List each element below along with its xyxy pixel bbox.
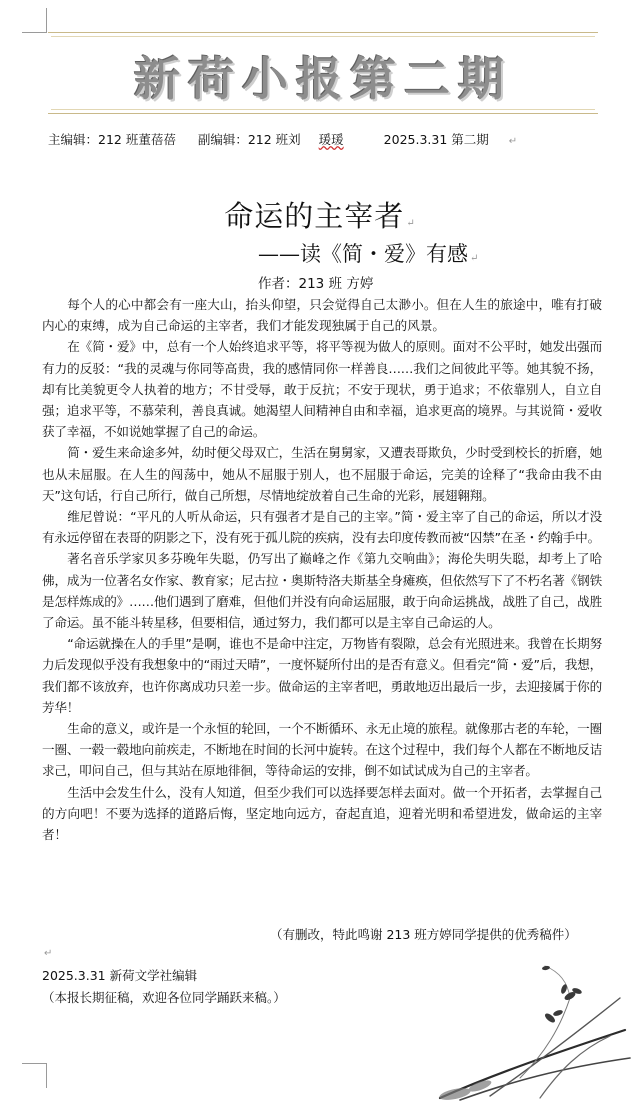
article-author: 作者：213 班 方婷 — [258, 276, 374, 292]
orchid-icon — [420, 958, 635, 1103]
article-subtitle: ——读《简・爱》有感 ↵ — [258, 242, 479, 266]
paragraph: “命运就操在人的手里”是啊，谁也不是命中注定，万物皆有裂隙，总会有光照进来。我曾在长期努力后发现似乎没有我想象中的“雨过天晴”，一度怀疑所付出的是否有意义。但看完“简・爱”后，我想，我们都不该放弃，也许你离成功只差一步。做命运的主宰者吧，勇敢地迈出最后一步，去迎接属于你的芳华！ — [42, 636, 602, 715]
editor-line — [48, 130, 535, 148]
paragraph: 生命的意义，或许是一个永恒的轮回，一个不断循环、永无止境的旅程。就像那古老的车轮，一圈一圈、一毂一毂地向前疾走，不断地在时间的长河中旋转。在这个过程中，我们每个人都在不断地反诘求己，叩问自己，但与其站在原地徘徊，等待命运的安排，倒不如试试成为自己的主宰者。 — [42, 721, 602, 779]
paragraph: 著名音乐学家贝多芬晚年失聪，仍写出了巅峰之作《第九交响曲》；海伦失明失聪，却考上了哈佛，成为一位著名女作家、教育家；尼古拉・奥斯特洛夫斯基全身瘫痪，但依然写下了不朽名著《钢铁是怎样炼成的》……他们遇到了磨难，但他们并没有向命运屈服，敢于向命运挑战，战胜了自己，战胜了命运。虽不能斗转星移，但要相信，通过努力，我们都可以是主宰自己命运的人。 — [42, 551, 602, 631]
deputy-editor-name: 瑗瑗 — [318, 132, 344, 147]
article-body — [42, 294, 602, 845]
article-credit: （有删改，特此鸣谢 213 班方婷同学提供的优秀稿件） — [270, 927, 577, 942]
article-title: 命运的主宰者 ↵ — [224, 199, 416, 233]
editorial-signature: 2025.3.31 新荷文学社编辑 — [42, 968, 198, 983]
paragraph: 简・爱生来命途多舛，幼时便父母双亡，生活在舅舅家，又遭表哥欺负，少时受到校长的折磨，她也从未屈服。在人生的闯荡中，她从不屈服于别人，也不屈服于命运，完美的诠释了“我命由我不由天”这句话，行自己所行，做自己所想，尽情地绽放着自己生命的光彩，展翅翱翔。 — [42, 445, 602, 503]
submission-note: （本报长期征稿，欢迎各位同学踊跃来稿。） — [42, 990, 286, 1005]
deputy-editor — [198, 132, 362, 147]
paragraph-mark: ↵ — [508, 136, 518, 147]
paragraph-mark: ↵ — [406, 218, 416, 229]
paragraph: 维尼曾说：“平凡的人听从命运，只有强者才是自己的主宰。”简・爱主宰了自己的命运，所以才没有永远停留在表哥的阴影之下，没有死于孤儿院的疾病，没有去印度传教而被“囚禁”在圣・约翰手中。 — [42, 509, 602, 546]
crop-mark-bottom-left — [22, 1063, 47, 1088]
masthead-box — [48, 32, 598, 114]
paragraph: 每个人的心中都会有一座大山，抬头仰望，只会觉得自己太渺小。但在人生的旅途中，唯有打破内心的束缚，成为自己命运的主宰者，我们才能发现独属于自己的风景。 — [42, 297, 602, 334]
empty-paragraph-mark: ↵ — [44, 948, 53, 959]
newspaper-title: 新荷小报第二期 — [134, 52, 512, 106]
crop-mark-top-left — [22, 8, 47, 33]
chief-editor: 主编辑：212 班董蓓蓓 — [48, 132, 176, 147]
paragraph: 在《简・爱》中，总有一个人始终追求平等，将平等视为做人的原则。面对不公平时，她发出强而有力的反驳：“我的灵魂与你同等高贵，我的感情同你一样善良……我们之间彼此平等。她其貌不扬，却有比美貌更令人执着的地方；不甘受辱，敢于反抗；不安于现状，勇于追求；不依靠别人，自立自强；追求平等，不慕荣利，善良真诚。她渴望人间精神自由和幸福，追求更高的境界。与其说简・爱收获了幸福，不如说她掌握了自己的命运。 — [42, 339, 602, 440]
paragraph-mark: ↵ — [470, 253, 479, 264]
paragraph: 生活中会发生什么，没有人知道，但至少我们可以选择要怎样去面对。做一个开拓者，去掌握自己的方向吧！不要为选择的道路后悔，坚定地向远方，奋起直追，迎着光明和希望进发，做命运的主宰者！ — [42, 784, 602, 843]
issue-date: 2025.3.31 第二期 — [383, 132, 489, 147]
deputy-editor-prefix: 副编辑：212 班刘 — [197, 132, 301, 147]
